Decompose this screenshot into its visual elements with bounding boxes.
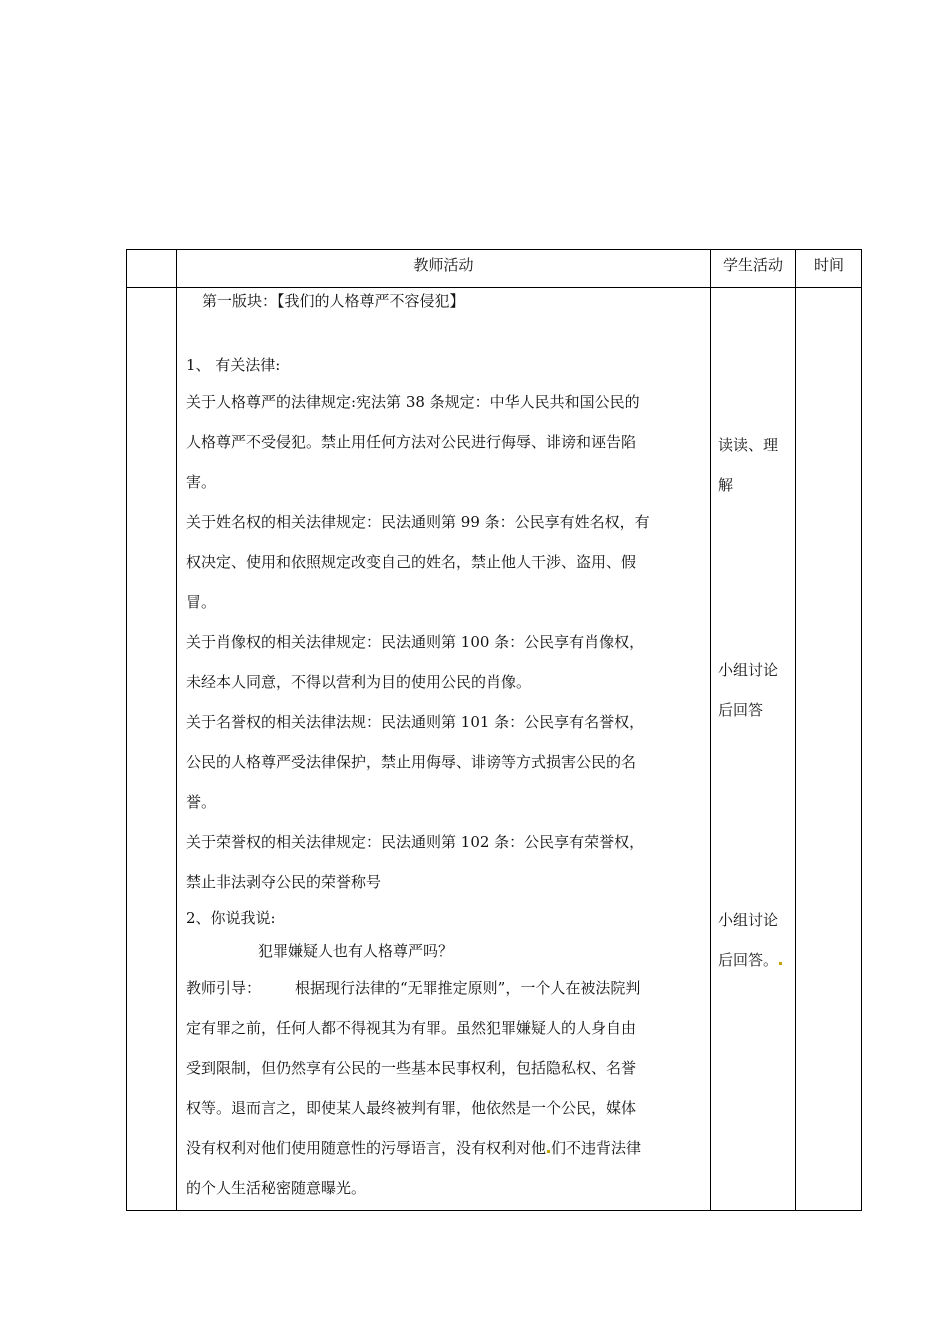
text-line: 害。	[186, 473, 217, 491]
student-activity-2: 小组讨论 后回答	[718, 661, 779, 719]
discussion-heading: 2、你说我说:	[186, 909, 276, 927]
teacher-activity-content	[186, 290, 704, 1208]
text-line: 人格尊严不受侵犯。禁止用任何方法对公民进行侮辱、诽谤和诬告陷	[186, 433, 637, 451]
text-line: 公民的人格尊严受法律保护，禁止用侮辱、诽谤等方式损害公民的名	[186, 753, 637, 771]
mark-dot	[779, 962, 782, 965]
text-line: 关于肖像权的相关法律规定：民法通则第 100 条：公民享有肖像权，	[186, 633, 645, 651]
text-line: 关于名誉权的相关法律法规：民法通则第 101 条：公民享有名誉权，	[186, 713, 645, 731]
text-line: 权等。退而言之，即使某人最终被判有罪，他依然是一个公民，媒体	[186, 1099, 637, 1117]
text-line: 禁止非法剥夺公民的荣誉称号	[186, 873, 382, 891]
column-divider	[795, 250, 796, 1210]
text-line: 誉。	[186, 793, 217, 811]
text-line: 未经本人同意，不得以营利为目的使用公民的肖像。	[186, 673, 532, 691]
text-line: 没有权利对他们使用随意性的污辱语言，没有权利对他 们不违背法律	[186, 1139, 642, 1157]
text-line: 冒。	[186, 593, 217, 611]
text-line: 定有罪之前，任何人都不得视其为有罪。虽然犯罪嫌疑人的人身自由	[186, 1019, 637, 1037]
column-divider	[710, 250, 711, 1210]
header-time: 时间	[813, 256, 844, 274]
text-line: 受到限制，但仍然享有公民的一些基本民事权利，包括隐私权、名誉	[186, 1059, 637, 1077]
guide-text: 根据现行法律的“无罪推定原则”，一个人在被法院判	[295, 979, 641, 997]
text-line: 权决定、使用和依照规定改变自己的姓名，禁止他人干涉、盗用、假	[186, 553, 637, 571]
student-activity-1: 读读、理 解	[718, 436, 779, 494]
law-heading: 1、 有关法律:	[186, 356, 281, 374]
section-title: 第一版块：【我们的人格尊严不容侵犯】	[202, 292, 465, 310]
text-line: 关于姓名权的相关法律规定：民法通则第 99 条：公民享有姓名权，有	[186, 513, 650, 531]
header-student-activity: 学生活动	[722, 256, 783, 274]
header-divider	[127, 287, 861, 288]
mark-dot	[547, 1150, 550, 1153]
text-line: 关于荣誉权的相关法律规定：民法通则第 102 条：公民享有荣誉权，	[186, 833, 645, 851]
header-teacher-activity: 教师活动	[413, 256, 474, 274]
discussion-question: 犯罪嫌疑人也有人格尊严吗？	[258, 942, 454, 960]
text-line: 关于人格尊严的法律规定:宪法第 38 条规定：中华人民共和国公民的	[186, 393, 640, 411]
text-line	[186, 968, 704, 1008]
student-activity-3: 小组讨论 后回答。	[718, 900, 798, 980]
text-line: 的个人生活秘密随意曝光。	[186, 1179, 367, 1197]
guide-label: 教师引导：	[186, 979, 262, 997]
column-divider	[176, 250, 177, 1210]
